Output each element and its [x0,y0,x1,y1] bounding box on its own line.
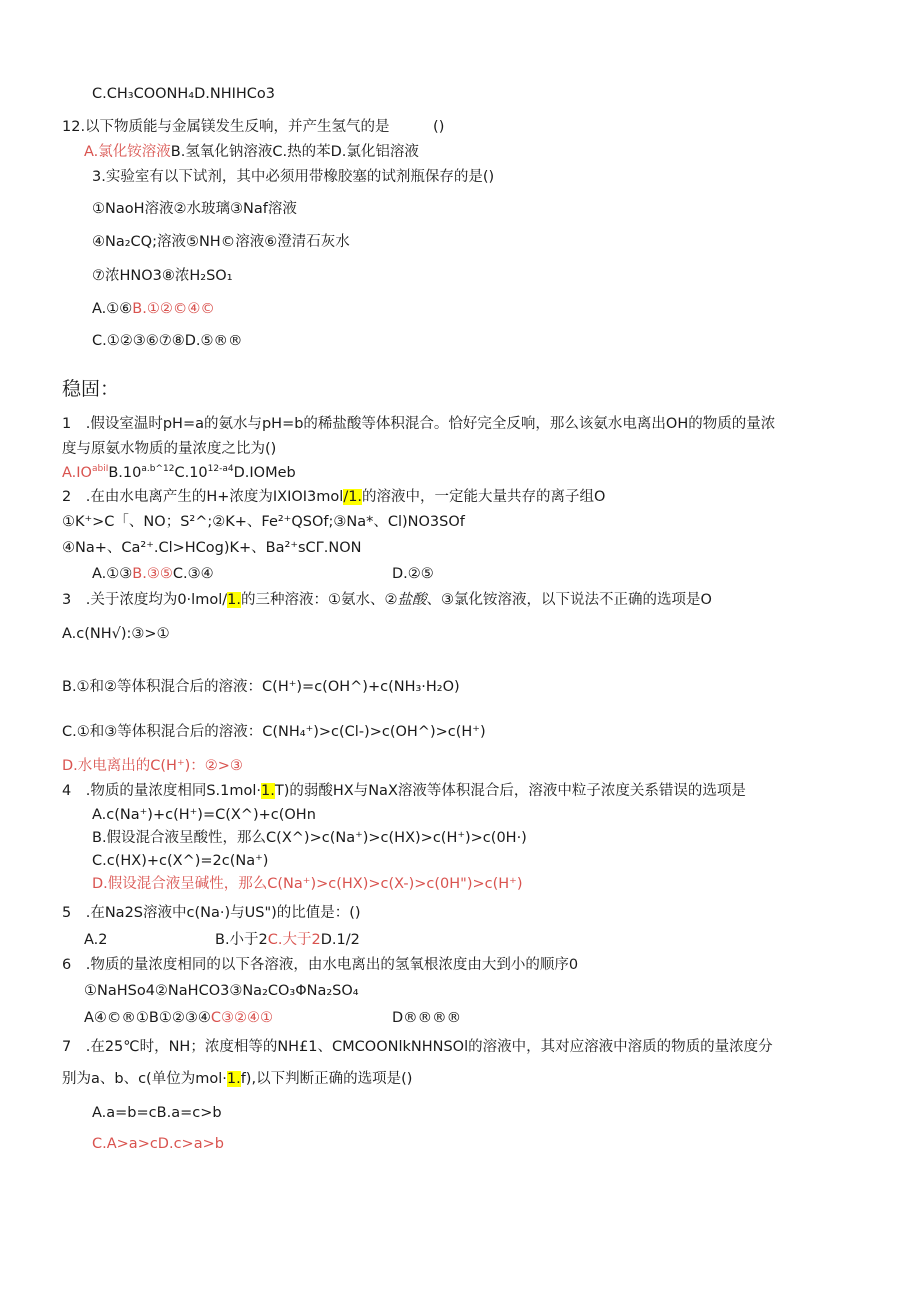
option-text: B.氢氧化钠溶液C.热的苯D.氯化铝溶液 [170,144,419,160]
option-c: C.c(HX)+c(X^)=2c(Na⁺) [92,853,269,869]
question-6-options: A④©®①B①②③④C③②④① [84,1010,273,1026]
question-1: 度与原氨水物质的量浓度之比为() [62,441,277,457]
question-5-options: B.小于2C.大于2D.1/2 [215,932,360,948]
correct-answer: B.③⑤ [132,566,173,582]
ion-groups: ①K⁺>C「、NO；S²^;②K+、Fe²⁺QSOf;③Na*、Cl)NO3SOf [62,514,465,530]
question-3b: 3 .关于浓度均为0·lmol/1.的三种溶液：①氨水、②盐酸、③氯化铵溶液，以下说法不正确的选项是O [62,592,712,608]
highlight: 1. [261,783,275,799]
option-text: A.2 [84,932,108,948]
question-7: 别为a、b、c(单位为mol·1.f),以下判断正确的选项是() [62,1071,413,1087]
option-c: C.①和③等体积混合后的溶液：C(NH₄⁺)>c(Cl-)>c(OH^)>c(H⁺) [62,724,486,740]
correct-answer: C.A>a>cD.c>a>b [92,1136,224,1152]
text-line: C.CH₃COONH₄D.NHIHCo3 [92,86,276,102]
ion-groups: ④Na+、Ca²⁺.Cl>HCog)K+、Ba²⁺sCΓ.NON [62,540,362,556]
question-1: 1 .假设室温时pH=a的氨水与pH=b的稀盐酸等体积混合。恰好完全反响，那么该氨水电离出OH的物质的量浓 [62,416,776,432]
option-a: A.c(Na⁺)+c(H⁺)=C(X^)+c(OHn [92,807,316,823]
option-text: A.①⑥ [92,301,133,317]
correct-answer: D.水电离出的C(H⁺)：②>③ [62,758,243,774]
question-2-options: A.①③B.③⑤C.③④ [92,566,214,582]
section-title: 稳固： [62,378,120,400]
question-5: 5 .在Na2S溶液中c(Na·)与US")的比值是：() [62,905,361,921]
question-1-options: $A.IO^{abiI}B.10^{a.b\^{}12}C.10^{12-a4}D.IOMeb$ [62,464,296,481]
question-6: 6 .物质的量浓度相同的以下各溶液，由水电离出的氢氧根浓度由大到小的顺序0 [62,957,579,973]
correct-answer: C③②④① [210,1010,273,1026]
correct-answer: A.氯化铵溶液 [84,144,171,160]
option-b: B.假设混合液呈酸性，那么C(X^)>c(Na⁺)>c(HX)>c(H⁺)>c(0H·) [92,830,527,846]
question-2-options: D.②⑤ [392,566,434,582]
question-7: 7 .在25℃时，NH；浓度相等的NH£1、CMCOONlkNHNSOl的溶液中，其对应溶液中溶质的物质的量浓度分 [62,1039,773,1055]
highlight: /1. [343,489,363,505]
option-b: B.①和②等体积混合后的溶液：C(H⁺)=c(OH^)+c(NH₃·H₂O) [62,679,460,695]
question-3-options: C.①②③⑥⑦⑧D.⑤®® [92,333,243,349]
reagent-list: ④Na₂CQ;溶液⑤NH©溶液⑥澄清石灰水 [92,234,350,250]
correct-answer: B.①②©④© [132,301,215,317]
option-a: A.c(NH√):③>① [62,626,170,642]
option-text: D®®®® [392,1010,462,1026]
highlight: 1. [227,592,241,608]
question-12-options [84,142,419,162]
reagent-list: ⑦浓HNO3⑧浓H₂SO₁ [92,268,233,284]
highlight: 1. [226,1071,241,1087]
question-12: 12.以下物质能与金属镁发生反响，并产生氢气的是 () [62,119,445,135]
question-3: 3.实验室有以下试剂，其中必须用带橡胶塞的试剂瓶保存的是() [92,169,495,185]
correct-answer: $A.IO^{abiI}$ [62,464,109,481]
option-text: A.a=b=cB.a=c>b [92,1105,222,1121]
question-4: 4 .物质的量浓度相同S.1mol·1.T)的弱酸HX与NaX溶液等体积混合后，溶液中粒子浓度关系错误的选项是 [62,783,746,799]
question-3-options [92,299,215,319]
solution-list: ①NaHSo4②NaHCO3③Na₂CO₃ΦNa₂SO₄ [84,983,359,999]
reagent-list: ①NaoH溶液②水玻璃③Naf溶液 [92,201,297,217]
correct-answer: C.大于2 [267,932,321,948]
correct-answer: D.假设混合液呈碱性，那么C(Na⁺)>c(HX)>c(X-)>c(0H")>c(H⁺) [92,876,523,892]
question-2: 2 .在由水电离产生的H+浓度为IXIOI3mol/1.的溶液中，一定能大量共存的离子组O [62,489,606,505]
